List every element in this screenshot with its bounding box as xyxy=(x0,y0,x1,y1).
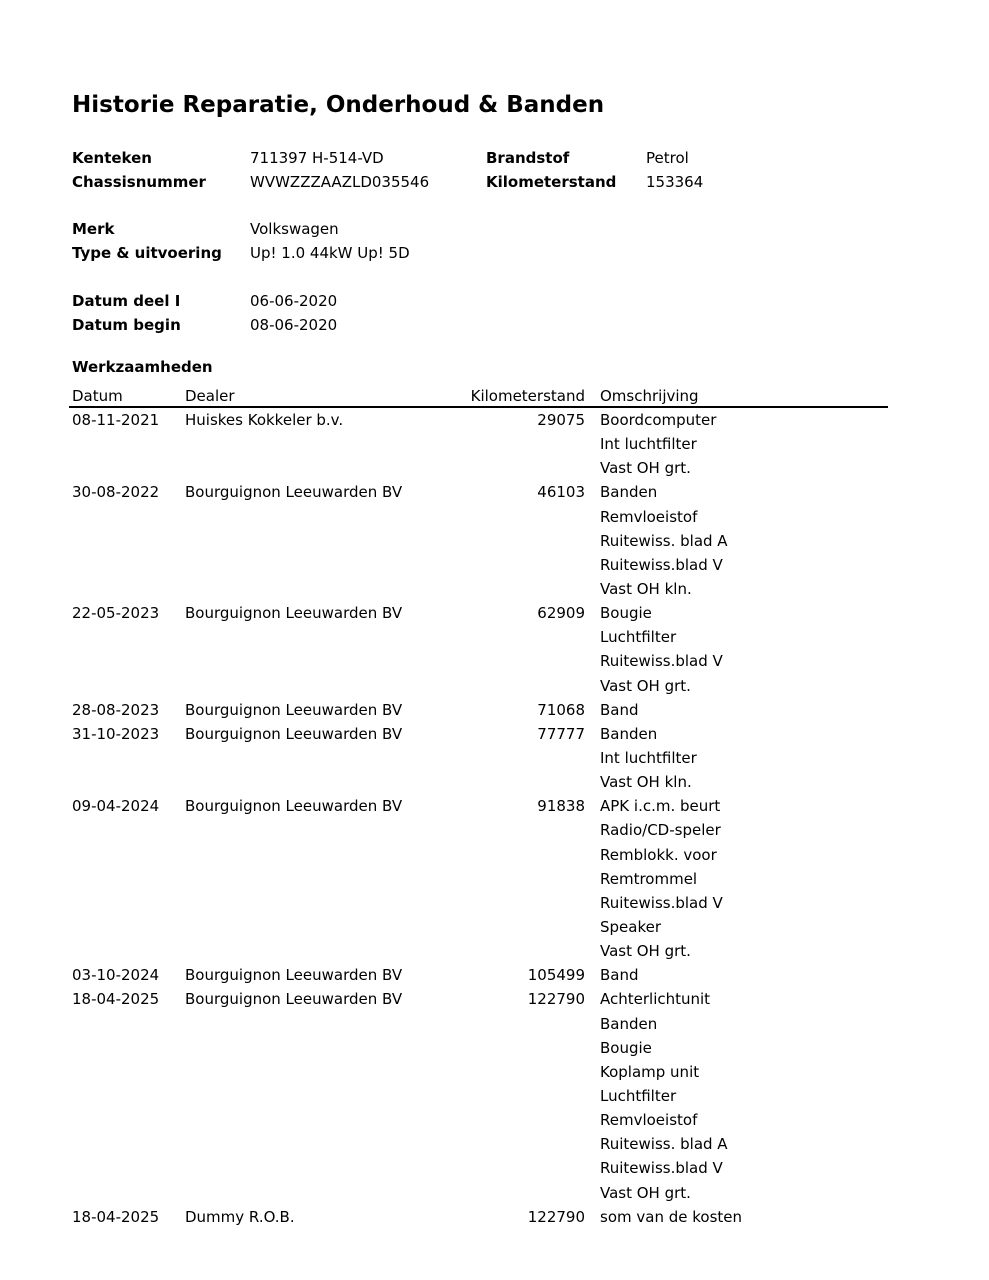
table-row xyxy=(0,601,989,698)
row-omschrijving-list xyxy=(600,601,989,698)
omschrijving-item: Banden xyxy=(600,724,658,743)
omschrijving-item: Band xyxy=(600,966,639,985)
omschrijving-item: Int luchtfilter xyxy=(600,435,697,454)
omschrijving-item: APK i.c.m. beurt xyxy=(600,797,721,816)
omschrijving-item: Bougie xyxy=(600,1038,652,1057)
row-dealer: Bourguignon Leeuwarden BV xyxy=(185,966,403,985)
omschrijving-item: Remblokk. voor xyxy=(600,845,717,864)
omschrijving-item: Remvloeistof xyxy=(600,1111,698,1130)
kilometerstand-label: Kilometerstand xyxy=(486,173,617,191)
omschrijving-item: Koplamp unit xyxy=(600,1062,700,1081)
werkzaamheden-table-body xyxy=(0,408,989,1229)
omschrijving-item: som van de kosten xyxy=(600,1207,742,1226)
table-row xyxy=(0,480,989,601)
section-title-werkzaamheden: Werkzaamheden xyxy=(72,358,213,376)
row-kilometerstand: 77777 xyxy=(537,724,585,743)
kenteken-label: Kenteken xyxy=(72,149,152,167)
row-omschrijving-list xyxy=(600,1205,989,1229)
row-omschrijving-list xyxy=(600,722,989,794)
row-datum: 18-04-2025 xyxy=(72,990,160,1009)
kilometerstand-value: 153364 xyxy=(646,173,704,191)
omschrijving-item: Vast OH grt. xyxy=(600,676,691,695)
omschrijving-item: Int luchtfilter xyxy=(600,748,697,767)
omschrijving-item: Bougie xyxy=(600,604,652,623)
page-title: Historie Reparatie, Onderhoud & Banden xyxy=(72,92,605,118)
row-kilometerstand: 105499 xyxy=(527,966,585,985)
row-kilometerstand: 122790 xyxy=(527,990,585,1009)
omschrijving-item: Banden xyxy=(600,1014,658,1033)
omschrijving-item: Luchtfilter xyxy=(600,1086,677,1105)
brandstof-label: Brandstof xyxy=(486,149,570,167)
omschrijving-item: Vast OH grt. xyxy=(600,942,691,961)
omschrijving-item: Vast OH kln. xyxy=(600,579,692,598)
table-row xyxy=(0,1205,989,1229)
row-kilometerstand: 46103 xyxy=(537,483,585,502)
row-kilometerstand: 62909 xyxy=(537,604,585,623)
datum-deel-value: 06-06-2020 xyxy=(250,292,338,310)
table-row xyxy=(0,722,989,794)
table-row xyxy=(0,963,989,987)
omschrijving-item: Ruitewiss.blad V xyxy=(600,893,723,912)
omschrijving-item: Vast OH grt. xyxy=(600,459,691,478)
row-dealer: Huiskes Kokkeler b.v. xyxy=(185,411,344,429)
brandstof-value: Petrol xyxy=(646,149,689,167)
chassis-value: WVWZZZAAZLD035546 xyxy=(250,173,430,191)
chassis-label: Chassisnummer xyxy=(72,173,206,191)
omschrijving-item: Remtrommel xyxy=(600,869,698,888)
merk-label: Merk xyxy=(72,220,115,238)
table-header xyxy=(0,384,989,408)
omschrijving-item: Ruitewiss.blad V xyxy=(600,555,723,574)
row-dealer: Bourguignon Leeuwarden BV xyxy=(185,990,403,1009)
row-datum: 22-05-2023 xyxy=(72,604,160,623)
omschrijving-item: Vast OH kln. xyxy=(600,773,692,792)
omschrijving-item: Vast OH grt. xyxy=(600,1183,691,1202)
row-omschrijving-list xyxy=(600,480,989,601)
omschrijving-item: Achterlichtunit xyxy=(600,990,711,1009)
type-label: Type & uitvoering xyxy=(72,244,222,262)
row-dealer: Bourguignon Leeuwarden BV xyxy=(185,604,403,623)
omschrijving-item: Radio/CD-speler xyxy=(600,821,721,840)
header-datum: Datum xyxy=(72,387,123,405)
omschrijving-item: Band xyxy=(600,700,639,719)
omschrijving-item: Boordcomputer xyxy=(600,411,717,429)
row-omschrijving-list xyxy=(600,698,989,722)
row-omschrijving-list xyxy=(600,408,989,480)
row-dealer: Bourguignon Leeuwarden BV xyxy=(185,483,403,502)
row-datum: 09-04-2024 xyxy=(72,797,160,816)
row-kilometerstand: 71068 xyxy=(537,700,585,719)
table-row xyxy=(0,987,989,1204)
row-kilometerstand: 122790 xyxy=(527,1207,585,1226)
row-kilometerstand: 91838 xyxy=(537,797,585,816)
omschrijving-item: Ruitewiss.blad V xyxy=(600,1159,723,1178)
omschrijving-item: Luchtfilter xyxy=(600,628,677,647)
row-dealer: Dummy R.O.B. xyxy=(185,1207,295,1226)
table-row xyxy=(0,794,989,963)
datum-deel-label: Datum deel I xyxy=(72,292,181,310)
row-kilometerstand: 29075 xyxy=(537,411,585,429)
omschrijving-item: Ruitewiss. blad A xyxy=(600,1135,728,1154)
header-kilometerstand: Kilometerstand xyxy=(470,387,585,405)
omschrijving-item: Ruitewiss.blad V xyxy=(600,652,723,671)
row-dealer: Bourguignon Leeuwarden BV xyxy=(185,724,403,743)
row-datum: 18-04-2025 xyxy=(72,1207,160,1226)
omschrijving-item: Speaker xyxy=(600,917,662,936)
row-datum: 08-11-2021 xyxy=(72,411,160,429)
row-omschrijving-list xyxy=(600,987,989,1204)
row-datum: 31-10-2023 xyxy=(72,724,160,743)
table-row xyxy=(0,408,989,480)
row-omschrijving-list xyxy=(600,794,989,963)
header-omschrijving: Omschrijving xyxy=(600,387,699,405)
merk-value: Volkswagen xyxy=(250,220,339,238)
omschrijving-item: Remvloeistof xyxy=(600,507,698,526)
row-datum: 28-08-2023 xyxy=(72,700,160,719)
datum-begin-label: Datum begin xyxy=(72,316,181,334)
row-datum: 30-08-2022 xyxy=(72,483,160,502)
row-omschrijving-list xyxy=(600,963,989,987)
row-dealer: Bourguignon Leeuwarden BV xyxy=(185,700,403,719)
table-row xyxy=(0,698,989,722)
header-dealer: Dealer xyxy=(185,387,235,405)
type-value: Up! 1.0 44kW Up! 5D xyxy=(250,244,410,262)
kenteken-value: 711397 H-514-VD xyxy=(250,149,384,167)
row-datum: 03-10-2024 xyxy=(72,966,160,985)
omschrijving-item: Ruitewiss. blad A xyxy=(600,531,728,550)
omschrijving-item: Banden xyxy=(600,483,658,502)
datum-begin-value: 08-06-2020 xyxy=(250,316,338,334)
row-dealer: Bourguignon Leeuwarden BV xyxy=(185,797,403,816)
